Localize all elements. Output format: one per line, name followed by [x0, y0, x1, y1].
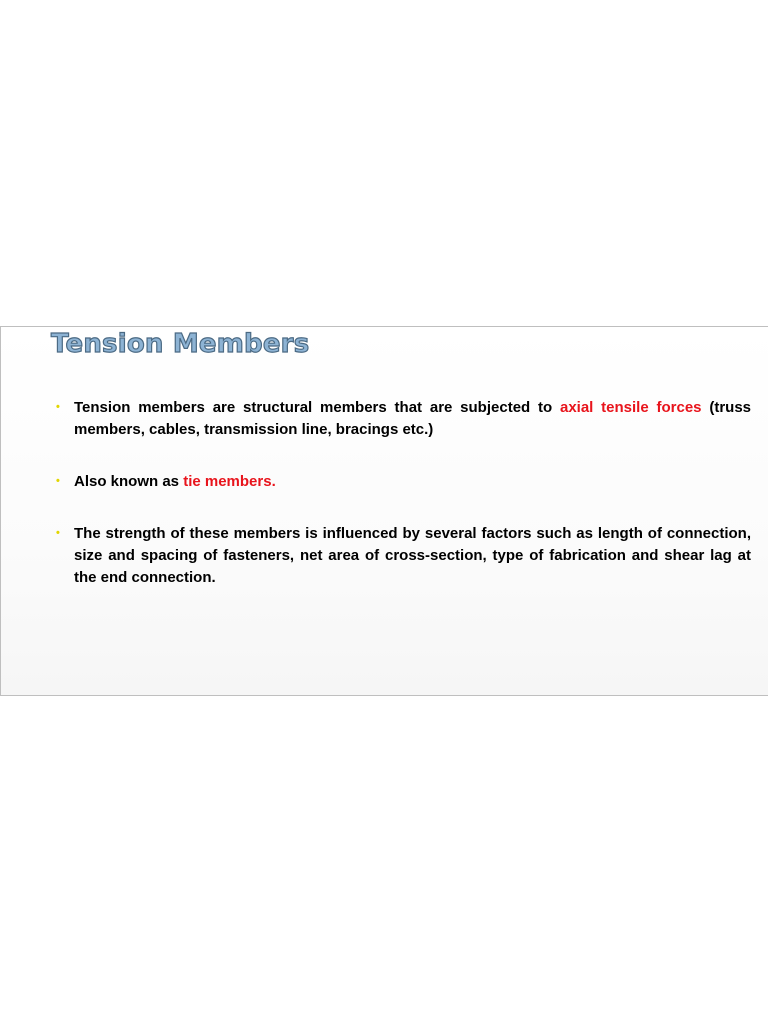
bullet-1-highlight: axial tensile forces [559, 399, 702, 416]
bullet-dot-icon: • [56, 527, 60, 539]
bullet-3-text: The strength of these members is influenced by several factors such as length of connection, size and spacing of fasteners, net area of cross-section, type of fabrication and shear lag at the end connection. [74, 525, 751, 586]
bullet-2-highlight: tie members. [183, 473, 276, 490]
bullet-dot-icon: • [56, 401, 60, 413]
bullet-2-text-before: Also known as [74, 473, 184, 490]
bullet-1-text-before: Tension members are structural members that are subjected to [74, 399, 560, 416]
slide-title: Tension Members [51, 329, 310, 359]
bullet-item-2 [55, 471, 751, 493]
bullet-item-1 [55, 397, 751, 441]
bullet-list [55, 397, 751, 589]
bullet-dot-icon: • [56, 475, 60, 487]
slide [0, 326, 768, 696]
bullet-1-text-after: (truss members, cables, transmission line, bracings etc.) [74, 399, 751, 438]
bullet-item-3 [55, 523, 751, 589]
